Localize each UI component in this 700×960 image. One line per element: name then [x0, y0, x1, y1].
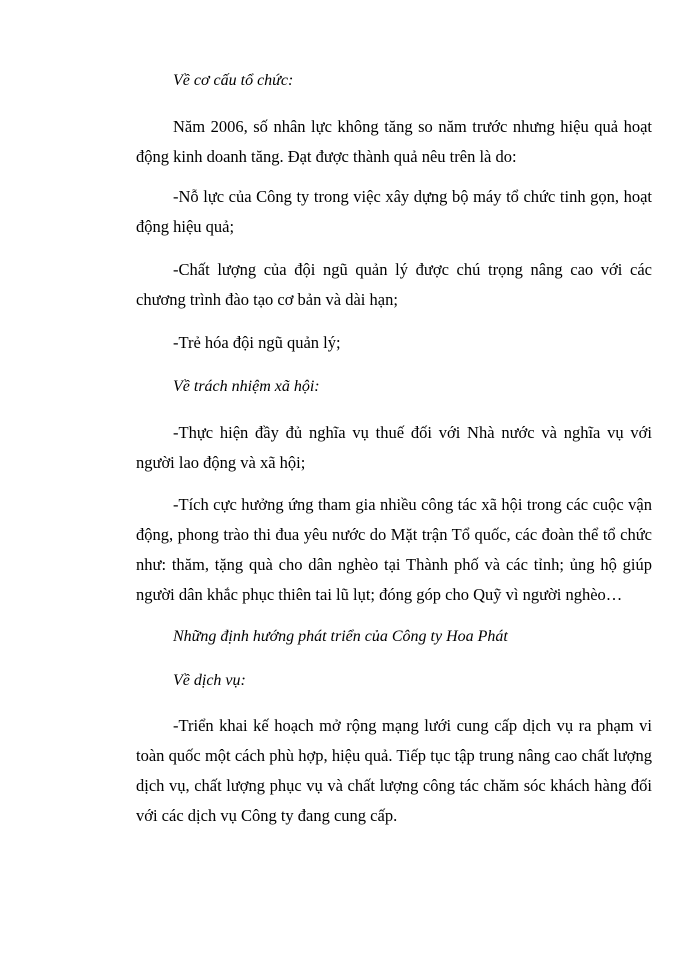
paragraph-organization-efforts: -Nỗ lực của Công ty trong việc xây dựng bộ máy tổ chức tinh gọn, hoạt động hiệu quả;: [136, 187, 652, 236]
paragraph-tax-obligations: -Thực hiện đầy đủ nghĩa vụ thuế đối với Nhà nước và nghĩa vụ với người lao động và xã hội;: [136, 423, 652, 472]
paragraph-staffing-2006: Năm 2006, số nhân lực không tăng so năm trước nhưng hiệu quả hoạt động kinh doanh tăng. Đạt được thành quả nêu trên là do:: [136, 117, 652, 166]
paragraph-service-expansion: -Triển khai kế hoạch mở rộng mạng lưới cung cấp dịch vụ ra phạm vi toàn quốc một cách phù hợp, hiệu quả. Tiếp tục tập trung nâng cao chất lượng dịch vụ, chất lượng phục vụ và chất lượng công tác chăm sóc khách hàng đối với các dịch vụ Công ty đang cung cấp.: [136, 716, 652, 825]
heading-development-orientation: Những định hướng phát triển của Công ty Hoa Phát: [173, 628, 508, 645]
paragraph-management-rejuvenation: -Trẻ hóa đội ngũ quản lý;: [173, 333, 341, 352]
heading-services: Về dịch vụ:: [173, 672, 246, 689]
heading-social-responsibility: Về trách nhiệm xã hội:: [173, 378, 320, 395]
paragraph-management-quality: -Chất lượng của đội ngũ quản lý được chú trọng nâng cao với các chương trình đào tạo cơ bản và dài hạn;: [136, 260, 652, 309]
paragraph-social-activities: -Tích cực hưởng ứng tham gia nhiều công tác xã hội trong các cuộc vận động, phong trào thi đua yêu nước do Mặt trận Tổ quốc, các đoàn thể tổ chức như: thăm, tặng quà cho dân nghèo tại Thành phố và các tỉnh; ủng hộ giúp người dân khắc phục thiên tai lũ lụt; đóng góp cho Quỹ vì người nghèo…: [136, 495, 652, 604]
heading-organization-structure: Về cơ cấu tổ chức:: [173, 72, 294, 89]
